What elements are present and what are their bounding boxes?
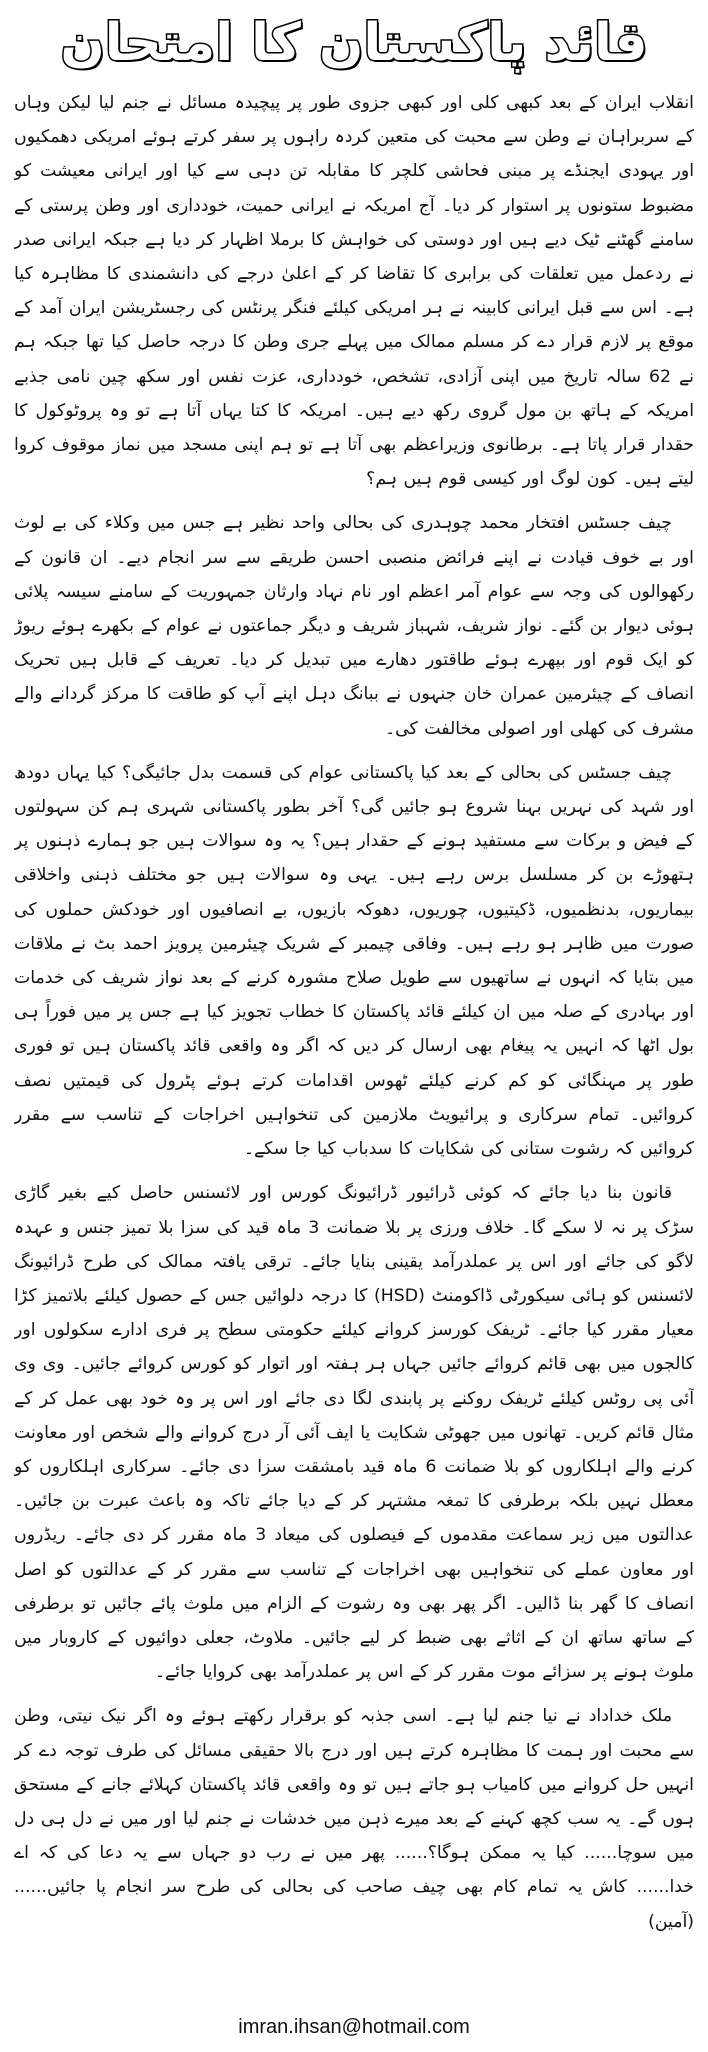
article-paragraph-5: ملک خداداد نے نیا جنم لیا ہے۔ اسی جذبہ کو برقرار رکھتے ہوئے وہ اگر نیک نیتی، وطن سے محبت اور ہمت کا مظاہرہ کرتے ہیں اور درج بالا حقیقی مسائل کی طرف توجہ دے کر انہیں حل کروانے میں کامیاب ہو جاتے ہیں تو وہ واقعی قائد پاکستان کہلائے جانے کے مستحق ہوں گے۔ یہ سب کچھ کہنے کے بعد میرے ذہن میں خدشات نے جنم لیا اور میں نے دل ہی دل میں سوچا...... کیا یہ ممکن ہوگا؟...... پھر میں نے رب دو جہاں سے یہ دعا کی کہ اے خدا...... کاش یہ تمام کام بھی چیف صاحب کی بحالی کی طرح سر انجام پا جائیں...... (آمین)	[14, 1706, 694, 1932]
article-paragraph-4: قانون بنا دیا جائے کہ کوئی ڈرائیور ڈرائیونگ کورس اور لائسنس حاصل کیے بغیر گاڑی سڑک پر نہ لا سکے گا۔ خلاف ورزی پر بلا ضمانت 3 ماہ قید کی سزا بلا تمیز جنس و عہدہ لاگو کی جائے اور اس پر عملدرآمد یقینی بنایا جائے۔ ترقی یافتہ ممالک کی طرح ڈرائیونگ لائسنس کو ہائی سیکورٹی ڈاکومنٹ (HSD) کا درجہ دلوائیں جس کے حصول کیلئے بلاتمیز کڑا معیار مقرر کیا جائے۔ ٹریفک کورسز کروانے کیلئے حکومتی سطح پر فری ادارے سکولوں اور کالجوں میں بھی قائم کروائے جائیں جہاں ہر ہفتہ اور اتوار کو کورس کروائے جائیں۔ وی وی آئی پی روٹس کیلئے ٹریفک روکنے پر پابندی لگا دی جائے اور اس پر وہ خود بھی عمل کر کے مثال قائم کریں۔ تھانوں میں جھوٹی شکایت یا ایف آئی آر درج کروانے والے شخص اور معاونت کرنے والے اہلکاروں کو بلا ضمانت 6 ماہ قید بامشقت سزا دی جائے۔ سرکاری اہلکاروں کو معطل نہیں بلکہ برطرفی کا تمغہ مشتہر کر کے دیا جائے تاکہ وہ باعث عبرت بن جائیں۔ عدالتوں میں زیر سماعت مقدموں کے فیصلوں کی میعاد 3 ماہ مقرر کر دی جائے۔ ریڈروں اور معاون عملے کی تنخواہیں بھی اخراجات کے تناسب سے مقرر کر کے عدالتوں کو اصل انصاف کا گھر بنا ڈالیں۔ اگر پھر بھی وہ رشوت کے الزام میں ملوث پائے جائیں تو برطرفی کے ساتھ ساتھ ان کے اثاثے بھی ضبط کر لیے جائیں۔ ملاوٹ، جعلی دوائیوں کے کاروبار میں ملوث ہونے پر سزائے موت مقرر کر کے اس پر عملدرآمد بھی کروایا جائے۔	[14, 1183, 694, 1683]
article-paragraph-1: انقلاب ایران کے بعد کبھی کلی اور کبھی جزوی طور پر پیچیدہ مسائل نے جنم لیا لیکن وہاں کے سربراہان نے وطن سے محبت کی متعین کردہ راہوں پر سفر کرتے ہوئے امریکی دھمکیوں اور یہودی ایجنڈے پر مبنی فحاشی کلچر کا مقابلہ تن دہی سے کیا اور ایرانی معیشت کو مضبوط ستونوں پر استوار کر دیا۔ آج امریکہ نے ایرانی حمیت، خودداری اور وطن پرستی کے سامنے گھٹنے ٹیک دیے ہیں اور دوستی کی خواہش کا برملا اظہار کر دیا ہے جبکہ ایرانی صدر نے ردعمل میں تعلقات کی برابری کا تقاضا کر کے اعلیٰ درجے کی دانشمندی کا مظاہرہ کیا ہے۔ اس سے قبل ایرانی کابینہ نے ہر امریکی کیلئے فنگر پرنٹس کی رجسٹریشن ایران آمد کے موقع پر لازم قرار دے کر مسلم ممالک میں پہلے جری وطن کا درجہ حاصل کیا تھا جبکہ ہم نے 62 سالہ تاریخ میں اپنی آزادی، تشخص، خودداری، عزت نفس اور سکھ چین نامی جذبے امریکہ کے ہاتھ بن مول گروی رکھ دیے ہیں۔ امریکہ کا کتا یہاں آتا ہے تو وہ پروٹوکول کا حقدار قرار پاتا ہے۔ برطانوی وزیراعظم بھی آتا ہے تو ہم اپنی مسجد میں نماز موقوف کروا لیتے ہیں۔ کون لوگ اور کیسی قوم ہیں ہم؟	[14, 93, 694, 490]
article-paragraph-2: چیف جسٹس افتخار محمد چوہدری کی بحالی واحد نظیر ہے جس میں وکلاء کی بے لوث اور بے خوف قیادت نے اپنے فرائض منصبی احسن طریقے سے سر انجام دیے۔ ان قانون کے رکھوالوں کی وجہ سے عوام آمر اعظم اور نام نہاد وارثان جمہوریت کے سامنے سیسہ پلائی ہوئی دیوار بن گئے۔ نواز شریف، شہباز شریف و دیگر جماعتوں نے عوام کے بکھرے ہوئے ریوڑ کو ایک قوم اور بپھرے ہوئے طاقتور دھارے میں تبدیل کر دیا۔ تعریف کے قابل ہیں تحریک انصاف کے چیئرمین عمران خان جنہوں نے ببانگ دہل اپنے آپ کو طاقت کا مرکز گردانے والے مشرف کی کھلی اور اصولی مخالفت کی۔	[14, 513, 694, 739]
author-email: imran.ihsan@hotmail.com	[238, 2015, 470, 2038]
article-body	[14, 86, 694, 1988]
article-headline: قائد پاکستان کا امتحان	[60, 13, 648, 73]
article-paragraph-3: چیف جسٹس کی بحالی کے بعد کیا پاکستانی عوام کی قسمت بدل جائیگی؟ کیا یہاں دودھ اور شہد کی نہریں بہنا شروع ہو جائیں گی؟ آخر بطور پاکستانی شہری ہم کن سہولتوں کے فیض و برکات سے مستفید ہونے کے حقدار ہیں؟ یہ وہ سوالات ہیں جو ہمارے ذہنوں پر ہتھوڑے بن کر مسلسل برس رہے ہیں۔ یہی وہ سوالات ہیں جو مختلف ذہنی واخلاقی بیماریوں، بدنظمیوں، ڈکیتیوں، چوریوں، دھوکہ بازیوں، بے انصافیوں اور خودکش حملوں کی صورت میں ظاہر ہو رہے ہیں۔ وفاقی چیمبر کے شریک چیئرمین پرویز احمد بٹ نے ملاقات میں بتایا کہ انہوں نے ساتھیوں سے طویل صلاح مشورہ کرنے کے بعد نواز شریف کی خدمات اور بہادری کے صلہ میں ان کیلئے قائد پاکستان کا خطاب تجویز کیا ہے جس پر میں فوراً ہی بول اٹھا کہ انہیں یہ پیغام بھی ارسال کر دیں کہ اگر وہ واقعی قائد پاکستان ہیں تو فوری طور پر مہنگائی کو کم کرنے کیلئے ٹھوس اقدامات کرتے ہوئے پٹرول کی قیمتیں نصف کروائیں۔ تمام سرکاری و پرائیویٹ ملازمین کی تنخواہیں اخراجات کے تناسب سے مقرر کروائیں کہ رشوت ستانی کی شکایات کا سدباب کیا جا سکے۔	[14, 762, 694, 1160]
